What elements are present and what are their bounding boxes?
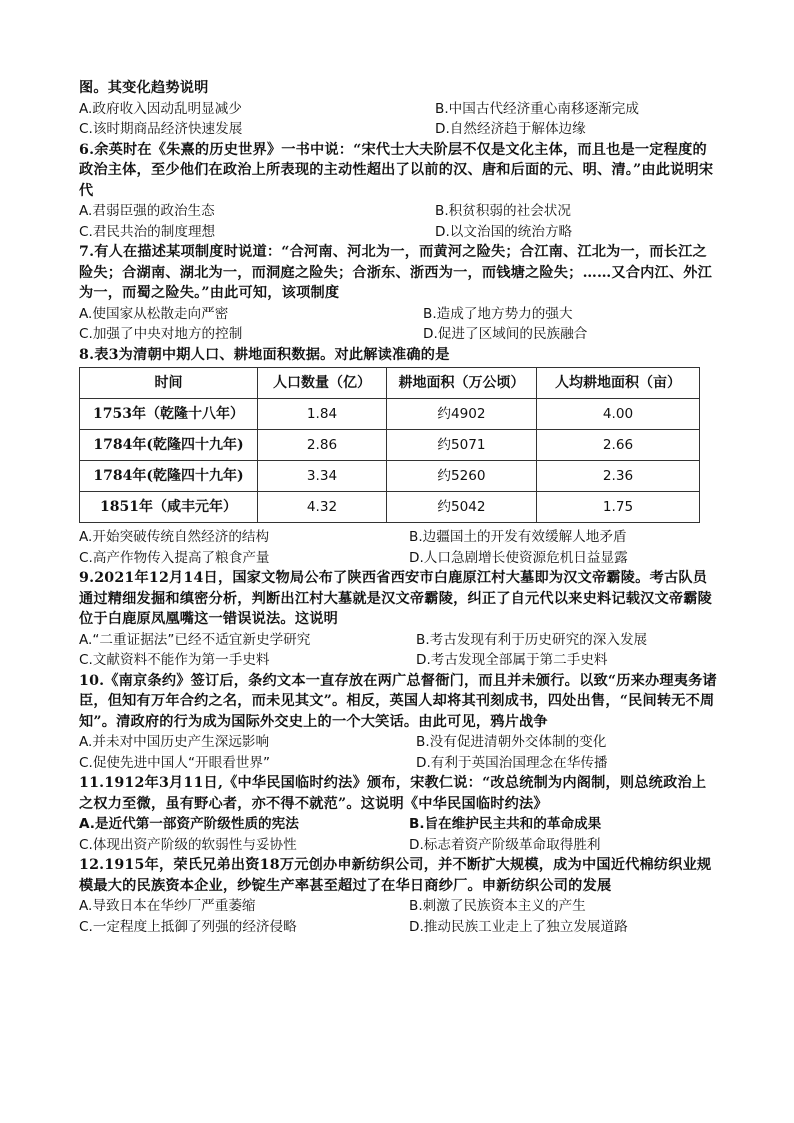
question-8-stem: 8.表3为清朝中期人口、耕地面积数据。对此解读准确的是 bbox=[79, 346, 450, 363]
question-11-option-c[interactable]: C.体现出资产阶级的软弱性与妥协性 bbox=[79, 836, 297, 853]
question-7-stem: 7.有人在描述某项制度时说道：“合河南、河北为一，而黄河之险失；合江南、江北为一，而长江之险失；合湖南、湖北为一，而洞庭之险失；合浙东、浙西为一，而钱塘之险失；……又合内江、外江为一，而蜀之险失。”由此可知，该项制度 bbox=[79, 244, 713, 301]
table-header-cell: 人均耕地面积（亩） bbox=[537, 368, 700, 399]
question-7-option-b[interactable]: B.造成了地方势力的强大 bbox=[423, 305, 573, 322]
table-cell-time: 1851年（咸丰元年） bbox=[80, 492, 258, 523]
question-7-option-c[interactable]: C.加强了中央对地方的控制 bbox=[79, 326, 243, 342]
question-9-options-row-2 bbox=[79, 650, 719, 671]
table-header-row bbox=[80, 368, 700, 399]
table-cell-population: 1.84 bbox=[258, 399, 387, 430]
question-10-options-row-1 bbox=[79, 732, 719, 753]
table-cell-population: 2.86 bbox=[258, 430, 387, 461]
question-8-option-c[interactable]: C.高产作物传入提高了粮食产量 bbox=[79, 549, 270, 566]
table-cell-per-capita: 2.66 bbox=[537, 430, 700, 461]
table-cell-farmland: 约5071 bbox=[387, 430, 537, 461]
question-5-stem-tail: 图。其变化趋势说明 bbox=[79, 80, 209, 96]
question-7-option-d[interactable]: D.促进了区域间的民族融合 bbox=[423, 326, 588, 342]
question-6-options-row-2 bbox=[79, 222, 719, 243]
table-header-cell: 时间 bbox=[80, 368, 258, 399]
table-cell-farmland: 约4902 bbox=[387, 399, 537, 430]
question-11-options-row-1 bbox=[79, 814, 719, 835]
exam-page bbox=[79, 78, 719, 937]
question-9-option-c[interactable]: C.文献资料不能作为第一手史料 bbox=[79, 652, 270, 668]
question-6-stem: 6.余英时在《朱熹的历史世界》一书中说：“宋代士大夫阶层不仅是文化主体，而且也是一定程度的政治主体，至少他们在政治上所表现的主动性超出了以前的汉、唐和后面的元、明、清。”由此说明宋代 bbox=[79, 141, 714, 199]
table-cell-per-capita: 1.75 bbox=[537, 492, 700, 523]
question-8-option-b[interactable]: B.边疆国土的开发有效缓解人地矛盾 bbox=[409, 529, 627, 545]
table-cell-per-capita: 4.00 bbox=[537, 399, 700, 430]
question-6-option-c[interactable]: C.君民共治的制度理想 bbox=[79, 223, 216, 240]
question-9-option-a[interactable]: A.“二重证据法”已经不适宜新史学研究 bbox=[79, 631, 311, 648]
question-7-options-row-1 bbox=[79, 304, 719, 325]
table-cell-farmland: 约5042 bbox=[387, 492, 537, 523]
question-9-option-d[interactable]: D.考古发现全部属于第二手史料 bbox=[416, 652, 608, 668]
question-9-stem: 9.2021年12月14日，国家文物局公布了陕西省西安市白鹿原江村大墓即为汉文帝霸陵。考古队员通过精细发掘和缜密分析，判断出江村大墓就是汉文帝霸陵，纠正了自元代以来史料记载汉文帝霸陵位于白鹿原凤凰嘴这一错误说法。这说明 bbox=[79, 570, 713, 627]
question-5-option-a[interactable]: A.政府收入因动乱明显减少 bbox=[79, 100, 242, 117]
question-5-options-row-1 bbox=[79, 99, 719, 120]
question-9-option-b[interactable]: B.考古发现有利于历史研究的深入发展 bbox=[416, 631, 648, 648]
question-7-options-row-2 bbox=[79, 324, 719, 345]
question-10-option-a[interactable]: A.并未对中国历史产生深远影响 bbox=[79, 734, 270, 750]
table-cell-population: 3.34 bbox=[258, 461, 387, 492]
question-12-stem: 12.1915年，荣氏兄弟出资18万元创办申新纺织公司，并不断扩大规模，成为中国近代棉纺织业规模最大的民族资本企业，纱锭生产率甚至超过了在华日商纱厂。申新纺织公司的发展 bbox=[79, 857, 712, 894]
question-11-option-d[interactable]: D.标志着资产阶级革命取得胜利 bbox=[409, 836, 601, 853]
question-10-option-b[interactable]: B.没有促进清朝外交体制的变化 bbox=[416, 734, 607, 750]
question-5-option-d[interactable]: D.自然经济趋于解体边缘 bbox=[435, 121, 586, 137]
question-10-options-row-2 bbox=[79, 753, 719, 774]
question-8-options-row-2 bbox=[79, 548, 719, 569]
question-5-option-c[interactable]: C.该时期商品经济快速发展 bbox=[79, 121, 243, 137]
table-cell-time: 1784年(乾隆四十九年) bbox=[80, 461, 258, 492]
question-11-option-b[interactable]: B.旨在维护民主共和的革命成果 bbox=[409, 816, 602, 832]
table-row bbox=[80, 461, 700, 492]
question-9-options-row-1 bbox=[79, 630, 719, 651]
question-12-options-row-2 bbox=[79, 917, 719, 938]
question-12-option-d[interactable]: D.推动民族工业走上了独立发展道路 bbox=[409, 918, 628, 935]
table-cell-per-capita: 2.36 bbox=[537, 461, 700, 492]
question-6-option-d[interactable]: D.以文治国的统治方略 bbox=[435, 223, 573, 240]
table-row bbox=[80, 430, 700, 461]
question-12-option-c[interactable]: C.一定程度上抵御了列强的经济侵略 bbox=[79, 918, 297, 935]
table-row bbox=[80, 492, 700, 523]
table-cell-farmland: 约5260 bbox=[387, 461, 537, 492]
question-6-option-b[interactable]: B.积贫积弱的社会状况 bbox=[435, 203, 571, 219]
question-8-options-row-1 bbox=[79, 527, 719, 548]
table-header-cell: 耕地面积（万公顷） bbox=[387, 368, 537, 399]
question-12-options-row-1 bbox=[79, 896, 719, 917]
table-cell-population: 4.32 bbox=[258, 492, 387, 523]
question-10-option-d[interactable]: D.有利于英国治国理念在华传播 bbox=[416, 754, 608, 771]
population-farmland-table bbox=[79, 367, 700, 523]
question-10-option-c[interactable]: C.促使先进中国人“开眼看世界” bbox=[79, 754, 271, 771]
question-6-options-row-1 bbox=[79, 201, 719, 222]
question-7-option-a[interactable]: A.使国家从松散走向严密 bbox=[79, 305, 229, 322]
table-cell-time: 1753年（乾隆十八年） bbox=[80, 399, 258, 430]
table-cell-time: 1784年(乾隆四十九年) bbox=[80, 430, 258, 461]
question-12-option-a[interactable]: A.导致日本在华纱厂严重萎缩 bbox=[79, 898, 256, 914]
table-header-cell: 人口数量（亿） bbox=[258, 368, 387, 399]
question-5-option-b[interactable]: B.中国古代经济重心南移逐渐完成 bbox=[435, 100, 639, 117]
question-12-option-b[interactable]: B.刺激了民族资本主义的产生 bbox=[409, 898, 586, 914]
question-11-options-row-2 bbox=[79, 835, 719, 856]
question-11-stem: 11.1912年3月11日,《中华民国临时约法》颁布，宋教仁说：“改总统制为内阁制，则总统政治上之权力至微，虽有野心者，亦不得不就范”。这说明《中华民国临时约法》 bbox=[79, 775, 707, 812]
question-5-options-row-2 bbox=[79, 119, 719, 140]
question-6-option-a[interactable]: A.君弱臣强的政治生态 bbox=[79, 203, 215, 219]
question-8-option-a[interactable]: A.开始突破传统自然经济的结构 bbox=[79, 529, 270, 545]
question-11-option-a[interactable]: A.是近代第一部资产阶级性质的宪法 bbox=[79, 816, 299, 832]
question-8-option-d[interactable]: D.人口急剧增长使资源危机日益显露 bbox=[409, 549, 628, 566]
question-10-stem: 10.《南京条约》签订后，条约文本一直存放在两广总督衙门，而且并未颁行。以致“历来办理夷务诸臣，但知有万年合约之名，而未见其文”。相反，英国人却将其刊刻成书，四处出售，“民间转无不周知”。清政府的行为成为国际外交史上的一个大笑话。由此可见，鸦片战争 bbox=[79, 672, 717, 730]
table-row bbox=[80, 399, 700, 430]
